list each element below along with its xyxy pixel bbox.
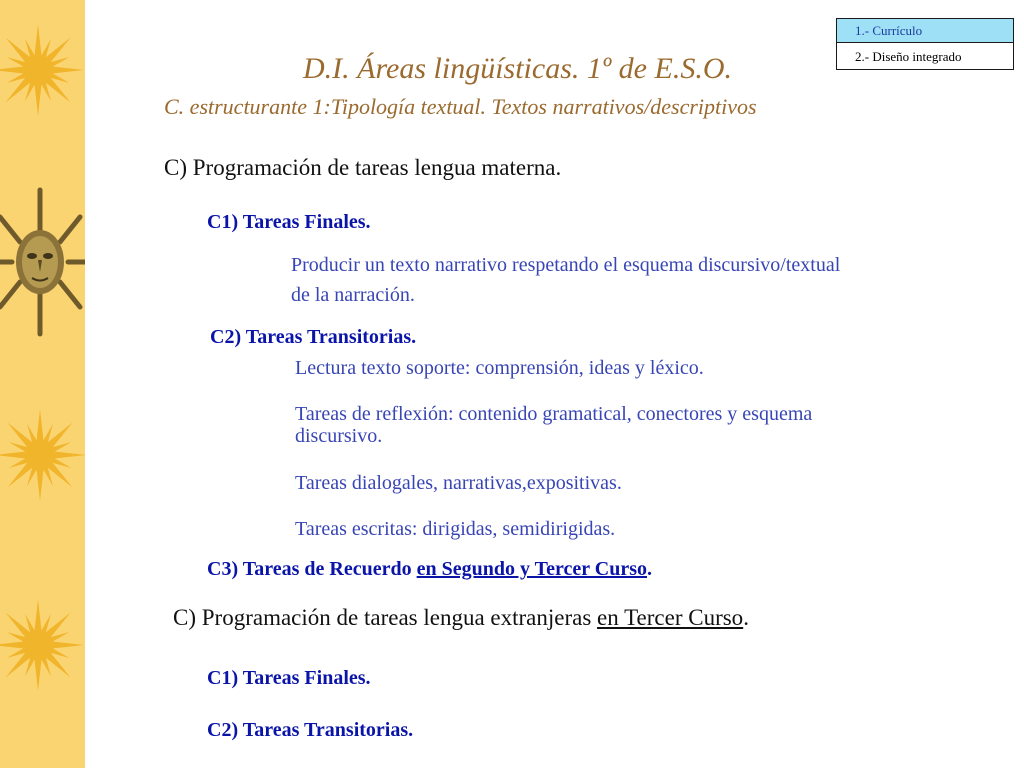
- section1-c3-link[interactable]: en Segundo y Tercer Curso: [416, 558, 648, 580]
- section1-c2-item: discursivo.: [295, 425, 383, 447]
- section1-c3-prefix: C3) Tareas de Recuerdo: [207, 558, 417, 580]
- section2-c1-label: C1) Tareas Finales.: [207, 667, 371, 689]
- section1-c3-suffix: .: [647, 558, 653, 580]
- section2-c2-label: C2) Tareas Transitorias.: [207, 719, 414, 741]
- page-title: D.I. Áreas lingüísticas. 1º de E.S.O.: [303, 52, 732, 85]
- section2-suffix: .: [743, 605, 749, 630]
- section1-c2-label: C2) Tareas Transitorias.: [210, 326, 417, 348]
- sun-pattern-icon: [0, 0, 85, 768]
- section1-c1-label: C1) Tareas Finales.: [207, 211, 371, 233]
- section1-c2-item: Tareas escritas: dirigidas, semidirigidas.: [295, 518, 616, 540]
- section1-heading: C) Programación de tareas lengua materna.: [164, 155, 562, 180]
- nav-link-curriculo[interactable]: 1.- Currículo: [837, 19, 1013, 43]
- section1-c2-item: Tareas dialogales, narrativas,expositivas.: [295, 472, 622, 494]
- nav-link-diseno-integrado[interactable]: 2.- Diseño integrado: [855, 49, 962, 64]
- section1-c3-label: [207, 558, 652, 581]
- section1-c1-text-line1: Producir un texto narrativo respetando el esquema discursivo/textual: [291, 254, 841, 276]
- section2-heading: [173, 605, 749, 631]
- page-subtitle: C. estructurante 1:Tipología textual. Textos narrativos/descriptivos: [164, 94, 757, 119]
- section1-c2-item: Lectura texto soporte: comprensión, ideas y léxico.: [295, 357, 704, 379]
- gold-mask-icon: [0, 190, 85, 334]
- section1-c2-item: Tareas de reflexión: contenido gramatical, conectores y esquema: [295, 403, 813, 425]
- section1-c1-text-line2: de la narración.: [291, 284, 415, 306]
- navigation-box: [836, 18, 1014, 70]
- decorative-sidebar: [0, 0, 85, 768]
- section2-prefix: C) Programación de tareas lengua extranjeras: [173, 605, 598, 630]
- section2-link[interactable]: en Tercer Curso: [597, 605, 744, 630]
